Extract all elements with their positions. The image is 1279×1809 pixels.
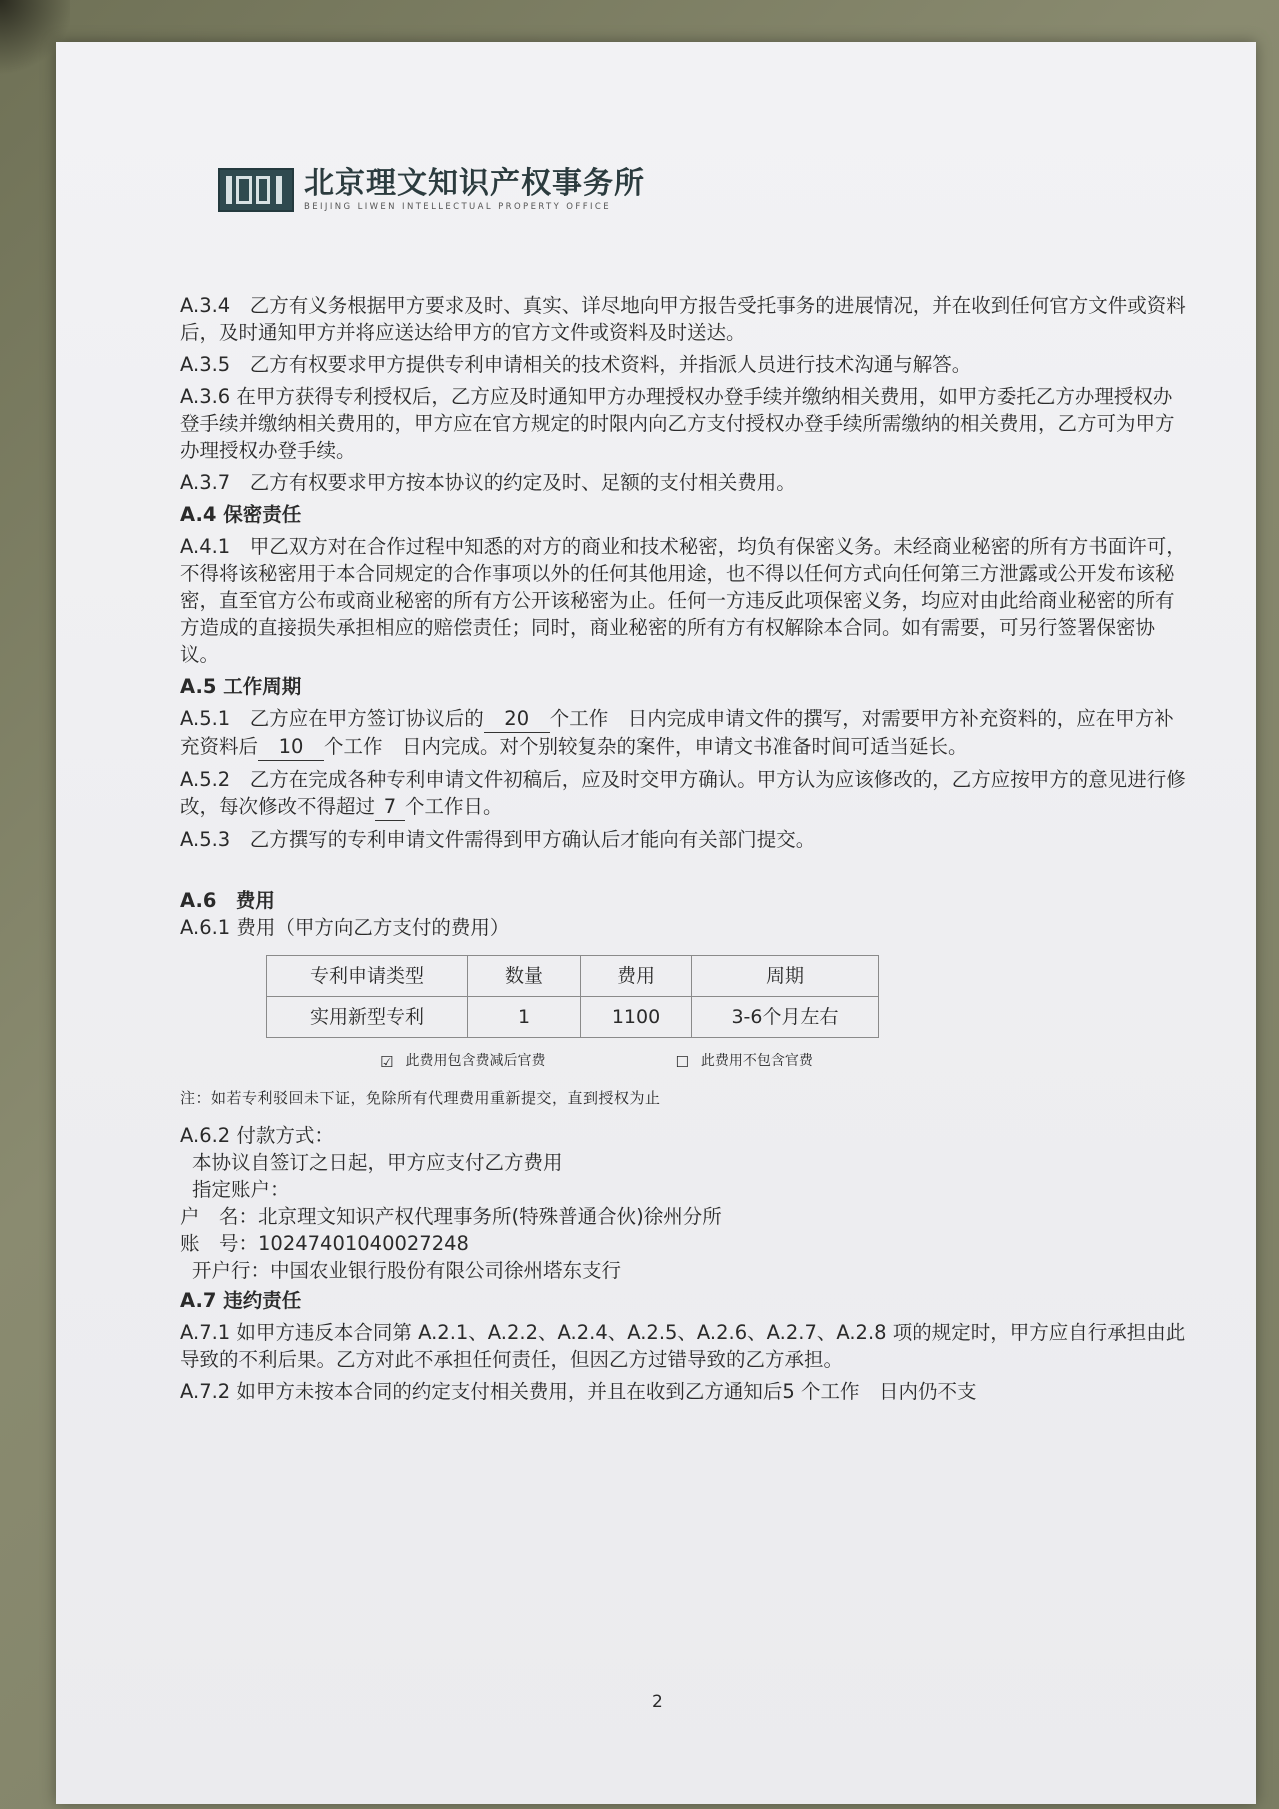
checked-checkbox-icon[interactable]: ☑ — [380, 1052, 394, 1071]
payment-line-2: 指定账户： — [192, 1178, 290, 1201]
table-header-cell: 数量 — [468, 956, 581, 997]
fee-note: 注：如若专利驳回未下证，免除所有代理费用重新提交，直到授权为止 — [180, 1089, 661, 1107]
option-excludes-official-fee[interactable] — [675, 1048, 812, 1075]
section-a7-title: A.7 违约责任 — [180, 1289, 302, 1312]
document-page — [56, 42, 1256, 1804]
unchecked-checkbox-icon[interactable]: ☐ — [675, 1052, 689, 1071]
table-cell: 1 — [468, 997, 581, 1038]
clause-a3-5: A.3.5 乙方有权要求甲方提供专利申请相关的技术资料，并指派人员进行技术沟通与解答。 — [180, 353, 972, 376]
firm-logo — [218, 167, 645, 213]
clause-a3-7: A.3.7 乙方有权要求甲方按本协议的约定及时、足额的支付相关费用。 — [180, 471, 796, 494]
fee-table — [266, 955, 879, 1038]
clause-a6-1: A.6.1 费用（甲方向乙方支付的费用） — [180, 916, 510, 939]
document-body — [180, 292, 1190, 1405]
table-cell: 3-6个月左右 — [692, 997, 879, 1038]
clause-a5-1: A.5.1 乙方应在甲方签订协议后的 20 个工作 日内完成申请文件的撰写，对需要甲方补充资料的，应在甲方补充资料后 10 个工作 日内完成。对个别较复杂的案件，申请文书准备时间可适当延长。 — [180, 705, 1190, 761]
page-number: 2 — [652, 1692, 663, 1712]
table-cell: 实用新型专利 — [267, 997, 468, 1038]
clause-a3-6: A.3.6 在甲方获得专利授权后，乙方应及时通知甲方办理授权办登手续并缴纳相关费用，如甲方委托乙方办理授权办登手续并缴纳相关费用的，甲方应在官方规定的时限内向乙方支付授权办登手续所需缴纳的相关费用，乙方可为甲方办理授权办登手续。 — [180, 385, 1175, 462]
account-number: 账 号：10247401040027248 — [180, 1232, 469, 1255]
option-label: 此费用包含费减后官费 — [405, 1053, 546, 1069]
working-days-revision: 7 — [375, 793, 405, 821]
clause-a5-2: A.5.2 乙方在完成各种专利申请文件初稿后，应及时交甲方确认。甲方认为应该修改的，乙方应按甲方的意见进行修改，每次修改不得超过 7 个工作日。 — [180, 766, 1190, 821]
table-header-row — [267, 956, 879, 997]
table-row — [267, 997, 879, 1038]
firm-name-en: BEIJING LIWEN INTELLECTUAL PROPERTY OFFICE — [304, 202, 611, 212]
table-header-cell: 费用 — [581, 956, 692, 997]
working-days-supplement: 10 — [258, 733, 324, 761]
option-label: 此费用不包含官费 — [700, 1053, 813, 1069]
logo-mark-icon — [218, 168, 294, 212]
table-cell: 1100 — [581, 997, 692, 1038]
clause-a7-2: A.7.2 如甲方未按本合同的约定支付相关费用，并且在收到乙方通知后5 个工作 日内仍不支 — [180, 1380, 977, 1403]
account-name: 户 名：北京理文知识产权代理事务所(特殊普通合伙)徐州分所 — [180, 1205, 722, 1228]
firm-name-cn: 北京理文知识产权事务所 — [304, 166, 645, 201]
account-bank: 开户行：中国农业银行股份有限公司徐州塔东支行 — [192, 1259, 622, 1282]
section-a6-title: A.6 费用 — [180, 889, 275, 912]
clause-a4-1: A.4.1 甲乙双方对在合作过程中知悉的对方的商业和技术秘密，均负有保密义务。未经商业秘密的所有方书面许可，不得将该秘密用于本合同规定的合作事项以外的任何其他用途，也不得以任何方式向任何第三方泄露或公开发布该秘密，直至官方公布或商业秘密的所有方公开该秘密为止。任何一方违反此项保密义务，均应对由此给商业秘密的所有方造成的直接损失承担相应的赔偿责任；同时，商业秘密的所有方有权解除本合同。如有需要，可另行签署保密协议。 — [180, 535, 1186, 666]
table-header-cell: 周期 — [692, 956, 879, 997]
clause-a7-1: A.7.1 如甲方违反本合同第 A.2.1、A.2.2、A.2.4、A.2.5、A.2.6、A.2.7、A.2.8 项的规定时，甲方应自行承担由此导致的不利后果。乙方对此不承担任何责任，但因乙方过错导致的乙方承担。 — [180, 1321, 1186, 1371]
working-days-draft: 20 — [484, 705, 550, 733]
payment-line-1: 本协议自签订之日起，甲方应支付乙方费用 — [192, 1151, 563, 1174]
table-header-cell: 专利申请类型 — [267, 956, 468, 997]
clause-a3-4: A.3.4 乙方有义务根据甲方要求及时、真实、详尽地向甲方报告受托事务的进展情况，并在收到任何官方文件或资料后，及时通知甲方并将应送达给甲方的官方文件或资料及时送达。 — [180, 294, 1186, 344]
clause-a5-3: A.5.3 乙方撰写的专利申请文件需得到甲方确认后才能向有关部门提交。 — [180, 828, 816, 851]
clause-a6-2: A.6.2 付款方式： — [180, 1124, 334, 1147]
section-a4-title: A.4 保密责任 — [180, 503, 302, 526]
option-includes-official-fee[interactable] — [380, 1048, 545, 1075]
section-a5-title: A.5 工作周期 — [180, 675, 302, 698]
fee-options — [180, 1048, 1190, 1075]
